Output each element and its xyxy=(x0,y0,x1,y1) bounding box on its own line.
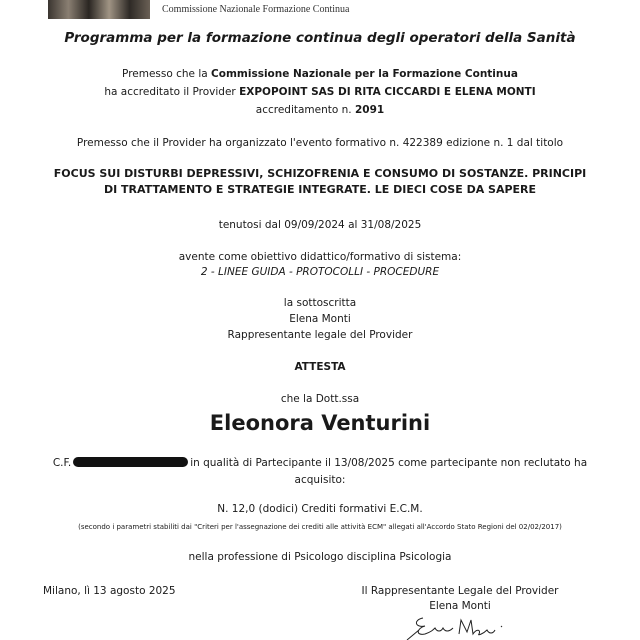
logo-image xyxy=(48,0,150,19)
logo-text: Commissione Nazionale Formazione Continua xyxy=(162,4,350,15)
signatory-line-2: Elena Monti xyxy=(289,313,351,325)
event-dates: tenutosi dal 09/09/2024 al 31/08/2025 xyxy=(218,219,422,231)
sign-name: Elena Monti xyxy=(429,600,491,612)
signatory-line-1: la sottoscritta xyxy=(283,297,357,309)
objective: 2 - LINEE GUIDA - PROTOCOLLI - PROCEDURE xyxy=(200,266,440,278)
cf-line xyxy=(0,456,640,470)
attesta-heading: ATTESTA xyxy=(294,361,346,373)
accreditation-number: 2091 xyxy=(354,104,385,116)
intro-line-3 xyxy=(0,103,640,117)
profession: nella professione di Psicologo disciplina Psicologia xyxy=(188,551,452,563)
text: ha accreditato il Provider xyxy=(104,86,240,98)
credits-note: (secondo i parametri stabiliti dai "Criteri per l'assegnazione dei crediti alle attività ECM" allegati all'Accordo Stato Regioni del 02/02/2017) xyxy=(78,523,562,531)
document-title: Programma per la formazione continua degli operatori della Sanità xyxy=(64,30,576,46)
signatory-line-3: Rappresentante legale del Provider xyxy=(227,329,413,341)
provider-name: EXPOPOINT SAS DI RITA CICCARDI E ELENA MONTI xyxy=(239,86,536,98)
redacted-fiscal-code xyxy=(73,457,188,467)
signature-image xyxy=(405,614,515,640)
intro-line-4: Premesso che il Provider ha organizzato l'evento formativo n. 422389 edizione n. 1 dal titolo xyxy=(76,137,564,149)
cf-line-2: acquisito: xyxy=(294,474,346,486)
objective-label: avente come obiettivo didattico/formativo di sistema: xyxy=(178,251,462,263)
text: accreditamento n. xyxy=(255,104,355,116)
recipient-prefix: che la Dott.ssa xyxy=(280,393,360,405)
event-title-line-2: DI TRATTAMENTO E STRATEGIE INTEGRATE. LE DIECI COSE DA SAPERE xyxy=(103,183,537,196)
cf-label: C.F. xyxy=(52,457,72,469)
intro-line-2 xyxy=(0,85,640,99)
credits: N. 12,0 (dodici) Crediti formativi E.C.M. xyxy=(217,503,423,515)
text: in qualità di Partecipante il 13/08/2025 come partecipante non reclutato ha xyxy=(190,457,588,469)
intro-line-1 xyxy=(0,67,640,81)
place-date: Milano, lì 13 agosto 2025 xyxy=(43,585,176,597)
sign-title: Il Rappresentante Legale del Provider xyxy=(361,585,559,597)
commission-name: Commissione Nazionale per la Formazione Continua xyxy=(211,68,518,80)
text: Premesso che la xyxy=(122,68,212,80)
event-title-line-1: FOCUS SUI DISTURBI DEPRESSIVI, SCHIZOFRENIA E CONSUMO DI SOSTANZE. PRINCIPI xyxy=(53,167,587,180)
recipient-name: Eleonora Venturini xyxy=(209,411,431,435)
